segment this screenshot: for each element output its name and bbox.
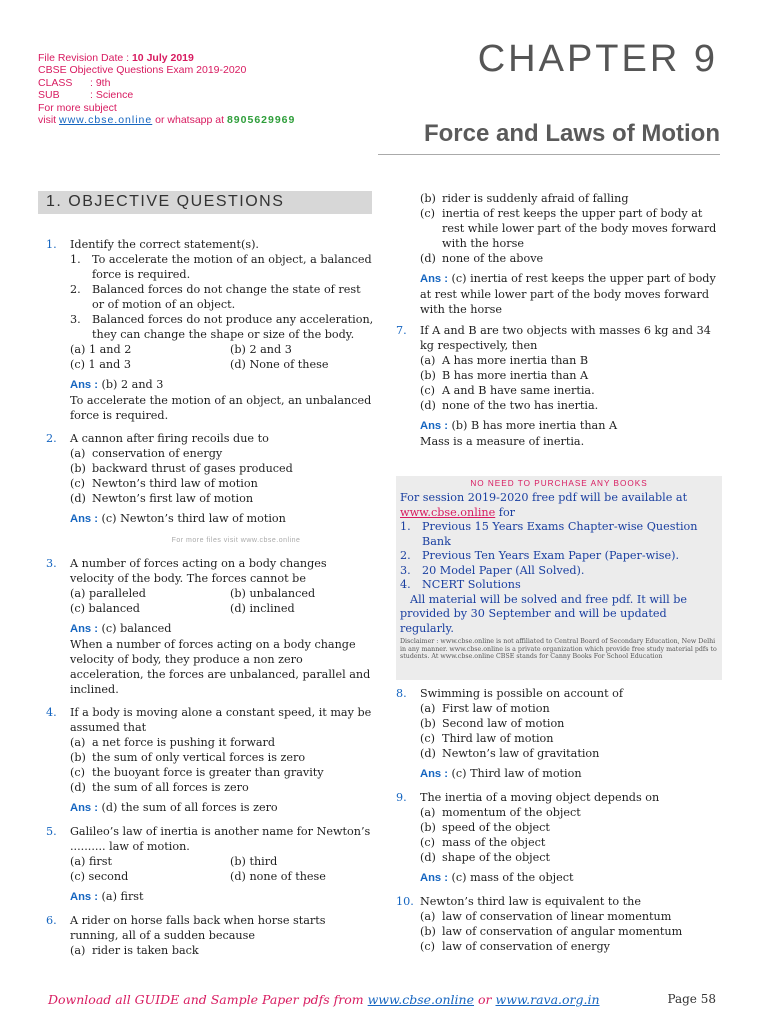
explanation: Mass is a measure of inertia. — [420, 435, 585, 448]
answer — [420, 271, 722, 317]
sub-value: : Science — [90, 89, 134, 102]
option-c: Third law of motion — [442, 732, 554, 745]
question-8 — [388, 686, 722, 782]
promo-box — [396, 476, 722, 680]
exam-line: CBSE Objective Questions Exam 2019-2020 — [38, 64, 247, 77]
option-b: (b) third — [230, 855, 278, 868]
promo-item-number: 3. — [400, 563, 411, 577]
option-b: backward thrust of gases produced — [92, 462, 293, 475]
option-c: mass of the object — [442, 836, 546, 849]
option-d: shape of the object — [442, 851, 551, 864]
option-a: law of conservation of linear momentum — [442, 910, 672, 923]
option-letter: (a) — [420, 702, 436, 715]
question-text: The inertia of a moving object depends on — [420, 791, 660, 804]
promo-for: for — [498, 505, 516, 519]
option-c: the buoyant force is greater than gravity — [92, 766, 324, 779]
question-3 — [38, 556, 374, 697]
answer — [70, 889, 374, 905]
option-letter: (c) — [420, 940, 435, 953]
option-letter: (a) — [420, 354, 436, 367]
option-letter: (a) — [70, 447, 86, 460]
question-number: 8. — [396, 687, 407, 700]
option-d: Newton’s first law of motion — [92, 492, 254, 505]
option-a: (a) 1 and 2 — [70, 343, 132, 356]
left-column — [38, 237, 374, 966]
question-number: 7. — [396, 324, 407, 337]
promo-all-material: All material will be solved and free pdf. It will be provided by 30 September and will be updated regularly. — [400, 592, 688, 635]
page-number: Page 58 — [667, 992, 716, 1006]
question-5 — [38, 824, 374, 905]
option-d: (d) inclined — [230, 602, 295, 615]
answer — [70, 511, 374, 527]
file-info — [38, 52, 295, 126]
option-d: Newton’s law of gravitation — [442, 747, 600, 760]
answer-text: (c) inertia of rest keeps the upper part of body at rest while lower part of the body moves forward with the horse — [420, 272, 716, 316]
site-link[interactable]: www.cbse.online — [59, 114, 153, 127]
footer-or: or — [478, 992, 492, 1007]
answer — [420, 418, 722, 434]
option-a: a net force is pushing it forward — [92, 736, 276, 749]
watermark-text: For more files visit www.cbse.online — [171, 537, 301, 544]
question-number: 9. — [396, 791, 407, 804]
whatsapp-text: or whatsapp at — [155, 114, 225, 127]
option-d: the sum of all forces is zero — [92, 781, 249, 794]
revision-date: 10 July 2019 — [131, 52, 194, 64]
class-value: : 9th — [90, 76, 111, 89]
promo-item: 20 Model Paper (All Solved). — [422, 563, 585, 577]
option-d: (d) None of these — [230, 358, 329, 371]
promo-disclaimer: Disclaimer : www.cbse.online is not affiliated to Central Board of Secondary Education, New Delhi in any manner. www.cbse.online is a private organization which provide free study material pdfs to students. At www.cbse.online CBSE stands for Canny Books For School Education — [400, 638, 717, 661]
option-c: law of conservation of energy — [442, 940, 610, 953]
option-letter: (a) — [70, 944, 86, 957]
statement: To accelerate the motion of an object, a balanced force is required. — [92, 253, 372, 281]
option-b: B has more inertia than A — [442, 369, 589, 382]
promo-item-number: 1. — [400, 520, 411, 533]
option-letter: (a) — [420, 910, 436, 923]
answer — [70, 377, 374, 393]
answer — [70, 621, 374, 637]
option-d: none of the above — [442, 252, 544, 265]
class-key: CLASS — [38, 76, 73, 89]
right-column-top — [388, 191, 722, 457]
option-a: conservation of energy — [92, 447, 223, 460]
option-d: (d) none of these — [230, 870, 326, 883]
option-letter: (c) — [70, 766, 85, 779]
option-b: Second law of motion — [442, 717, 565, 730]
statement: Balanced forces do not change the state of rest or of motion of an object. — [92, 283, 361, 311]
question-1 — [38, 237, 374, 423]
option-b: the sum of only vertical forces is zero — [92, 751, 306, 764]
option-letter: (c) — [70, 477, 85, 490]
option-letter: (a) — [70, 736, 86, 749]
promo-item-number: 4. — [400, 578, 411, 591]
option-a: (a) first — [70, 855, 113, 868]
option-letter: (c) — [420, 384, 435, 397]
statement-number: 3. — [70, 313, 81, 326]
promo-item: NCERT Solutions — [422, 578, 521, 591]
question-number: 10. — [396, 895, 414, 908]
answer-text: (d) the sum of all forces is zero — [101, 801, 278, 814]
answer-label: Ans : — [420, 273, 448, 285]
promo-item: Previous Ten Years Exam Paper (Paper-wise). — [422, 549, 680, 562]
answer-label: Ans : — [70, 891, 98, 903]
sub-key: SUB — [38, 89, 60, 102]
explanation: To accelerate the motion of an object, an unbalanced force is required. — [70, 394, 372, 422]
question-2 — [38, 431, 374, 527]
right-column-bottom — [388, 686, 722, 962]
answer — [70, 800, 374, 816]
option-a: rider is taken back — [92, 944, 199, 957]
section-heading: 1. OBJECTIVE QUESTIONS — [38, 191, 372, 214]
option-b: speed of the object — [442, 821, 550, 834]
question-text: Newton’s third law is equivalent to the — [420, 895, 641, 908]
answer-text: (c) mass of the object — [451, 871, 574, 884]
option-a: (a) paralleled — [70, 587, 146, 600]
statement-number: 1. — [70, 253, 81, 266]
question-text: A cannon after firing recoils due to — [70, 432, 269, 445]
option-a: momentum of the object — [442, 806, 581, 819]
footer — [48, 992, 600, 1007]
option-b: rider is suddenly afraid of falling — [442, 192, 629, 205]
chapter-title: CHAPTER 9 — [477, 38, 718, 80]
option-letter: (d) — [70, 492, 86, 505]
option-letter: (d) — [70, 781, 86, 794]
footer-link-rava[interactable]: www.rava.org.in — [495, 992, 600, 1007]
promo-heading: NO NEED TO PURCHASE ANY BOOKS — [470, 479, 648, 488]
subject-title: Force and Laws of Motion — [423, 120, 720, 147]
question-text: Identify the correct statement(s). — [70, 238, 259, 251]
question-text: A rider on horse falls back when horse starts running, all of a sudden because — [70, 914, 326, 942]
option-c: (c) second — [70, 870, 129, 883]
option-c: A and B have same inertia. — [442, 384, 595, 397]
option-b: (b) unbalanced — [230, 587, 316, 600]
promo-intro: For session 2019-2020 free pdf will be available at — [400, 491, 688, 504]
promo-item: Previous 15 Years Exams Chapter-wise Question Bank — [422, 520, 698, 548]
option-letter: (b) — [420, 192, 436, 205]
answer-label: Ans : — [70, 623, 98, 635]
option-letter: (b) — [420, 821, 436, 834]
answer-text: (c) Third law of motion — [451, 767, 582, 780]
option-letter: (b) — [420, 369, 436, 382]
promo-link[interactable]: www.cbse.online — [400, 505, 496, 519]
option-c: (c) 1 and 3 — [70, 358, 131, 371]
answer-text: (b) 2 and 3 — [101, 378, 164, 391]
option-letter: (d) — [420, 399, 436, 412]
option-letter: (b) — [70, 462, 86, 475]
question-text: If A and B are two objects with masses 6 kg and 34 kg respectively, then — [420, 324, 711, 352]
option-letter: (b) — [420, 925, 436, 938]
statement: Balanced forces do not produce any acceleration, they can change the shape or size of the body. — [92, 313, 374, 341]
answer-label: Ans : — [70, 513, 98, 525]
option-c: (c) balanced — [70, 602, 140, 615]
footer-link-cbse[interactable]: www.cbse.online — [367, 992, 475, 1007]
answer — [420, 766, 722, 782]
option-letter: (a) — [420, 806, 436, 819]
question-4 — [38, 705, 374, 816]
option-letter: (d) — [420, 252, 436, 265]
answer — [420, 870, 722, 886]
option-letter: (b) — [420, 717, 436, 730]
question-number: 6. — [46, 914, 57, 927]
question-6-continued — [388, 191, 722, 317]
option-letter: (d) — [420, 851, 436, 864]
option-c: Newton’s third law of motion — [92, 477, 258, 490]
option-a: A has more inertia than B — [442, 354, 589, 367]
statement-number: 2. — [70, 283, 81, 296]
question-number: 4. — [46, 706, 57, 719]
question-number: 3. — [46, 557, 57, 570]
option-letter: (c) — [420, 732, 435, 745]
title-divider — [378, 154, 720, 155]
question-number: 2. — [46, 432, 57, 445]
answer-label: Ans : — [420, 872, 448, 884]
option-letter: (d) — [420, 747, 436, 760]
visit-text: visit — [38, 114, 57, 127]
answer-label: Ans : — [420, 420, 448, 432]
question-text: If a body is moving alone a constant speed, it may be assumed that — [70, 706, 372, 734]
option-d: none of the two has inertia. — [442, 399, 599, 412]
question-text: Galileo’s law of inertia is another name for Newton’s .......... law of motion. — [70, 825, 371, 853]
answer-text: (b) B has more inertia than A — [451, 419, 618, 432]
option-c: inertia of rest keeps the upper part of body at rest while lower part of the body moves forward with the horse — [442, 207, 717, 250]
phone-number: 8905629969 — [226, 114, 296, 127]
question-text: A number of forces acting on a body changes velocity of the body. The forces cannot be — [70, 557, 327, 585]
answer-label: Ans : — [420, 768, 448, 780]
answer-label: Ans : — [70, 802, 98, 814]
question-text: Swimming is possible on account of — [420, 687, 624, 700]
answer-text: (c) balanced — [101, 622, 172, 635]
question-7 — [388, 323, 722, 449]
answer-text: (c) Newton’s third law of motion — [101, 512, 286, 525]
question-number: 1. — [46, 238, 57, 251]
option-letter: (c) — [420, 207, 435, 220]
option-b: law of conservation of angular momentum — [442, 925, 683, 938]
option-b: (b) 2 and 3 — [230, 343, 292, 356]
option-letter: (b) — [70, 751, 86, 764]
more-subject: For more subject — [38, 101, 117, 114]
explanation: When a number of forces acting on a body change velocity of body, they produce a non zero acceleration, the forces are unbalanced, parallel and inclined. — [70, 638, 371, 696]
answer-text: (a) first — [101, 890, 144, 903]
question-10 — [388, 894, 722, 954]
revision-label: File Revision Date : — [38, 52, 130, 64]
question-9 — [388, 790, 722, 886]
question-number: 5. — [46, 825, 57, 838]
footer-text: Download all GUIDE and Sample Paper pdfs from — [48, 992, 364, 1007]
option-letter: (c) — [420, 836, 435, 849]
option-a: First law of motion — [442, 702, 550, 715]
promo-item-number: 2. — [400, 549, 411, 562]
answer-label: Ans : — [70, 379, 98, 391]
question-6 — [38, 913, 374, 958]
